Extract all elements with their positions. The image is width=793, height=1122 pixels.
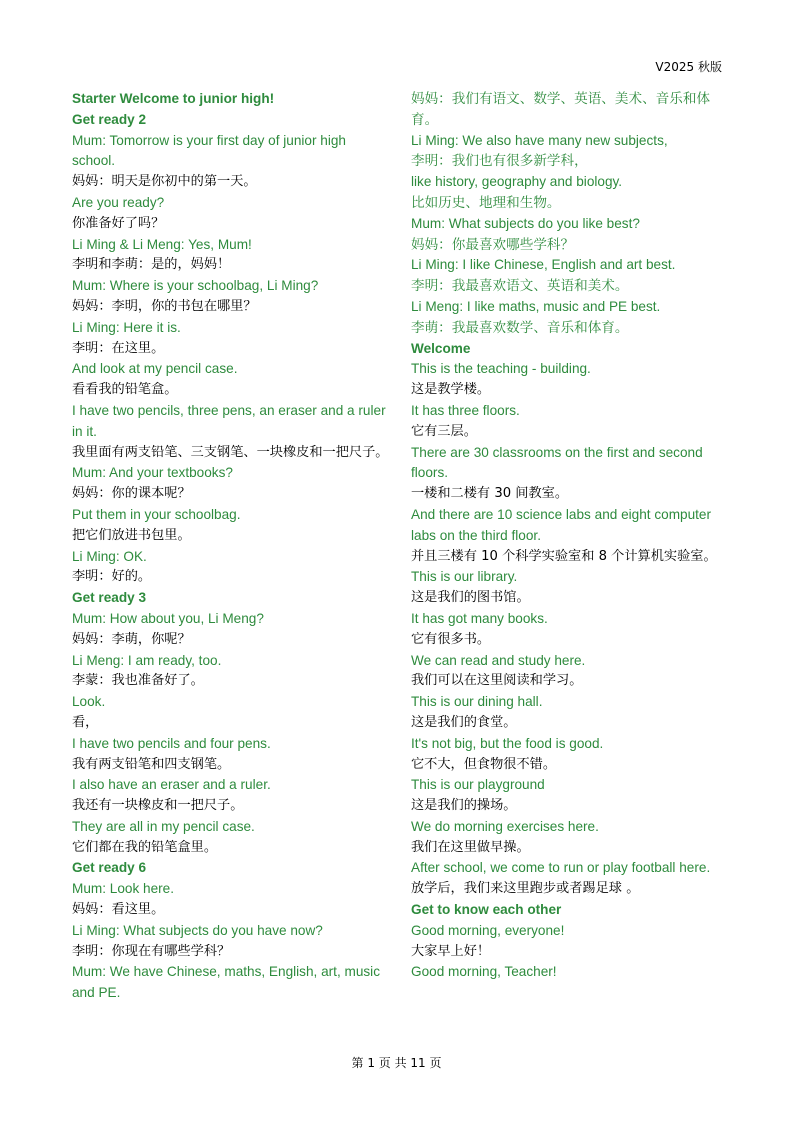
english-line: Li Ming: What subjects do you have now? [72, 922, 323, 938]
english-line: This is the teaching - building. [411, 361, 591, 377]
english-line: It's not big, but the food is good. [411, 735, 604, 751]
english-line: Mum: We have Chinese, maths, English, art, music and PE. [72, 964, 380, 1001]
english-line: Li Ming & Li Meng: Yes, Mum! [72, 236, 252, 252]
english-line: like history, geography and biology. [411, 174, 623, 190]
section-heading: Get ready 6 [72, 860, 147, 876]
english-line: Li Ming: OK. [72, 548, 147, 564]
chinese-line: 它们都在我的铅笔盒里。 [72, 839, 218, 855]
chinese-line: 大家早上好！ [411, 943, 491, 959]
chinese-line: 这是我们的操场。 [411, 798, 517, 814]
chinese-line: 妈妈：李萌，你呢？ [72, 631, 191, 647]
english-line: 李明：我最喜欢语文、英语和美术。 [411, 278, 629, 294]
english-line: Look. [72, 694, 106, 710]
chinese-line: 它有三层。 [411, 423, 477, 439]
english-line: Li Meng: I am ready, too. [72, 652, 222, 668]
chinese-line: 李蒙：我也准备好了。 [72, 673, 204, 689]
english-line: It has three floors. [411, 402, 520, 418]
english-line: And look at my pencil case. [72, 361, 238, 377]
english-line: This is our library. [411, 569, 518, 585]
english-line: Li Ming: We also have many new subjects, [411, 132, 668, 148]
section-heading: Welcome [411, 340, 471, 356]
english-line: Put them in your schoolbag. [72, 506, 241, 522]
english-line: It has got many books. [411, 610, 548, 626]
english-line: Mum: Look here. [72, 881, 174, 897]
english-line: 李明：我们也有很多新学科， [411, 153, 588, 169]
english-line: 李萌：我最喜欢数学、音乐和体育。 [411, 319, 629, 335]
chinese-line: 这是我们的食堂。 [411, 714, 517, 730]
english-line: Mum: What subjects do you like best? [411, 215, 640, 231]
english-line: We can read and study here. [411, 652, 586, 668]
english-line: 比如历史、地理和生物。 [411, 194, 561, 210]
chinese-line: 妈妈：明天是你初中的第一天。 [72, 174, 257, 190]
chinese-line: 我们在这里做早操。 [411, 839, 530, 855]
section-heading: Get to know each other [411, 902, 562, 918]
english-line: Mum: Tomorrow is your first day of junior high school. [72, 132, 346, 169]
english-line: And there are 10 science labs and eight computer labs on the third floor. [411, 506, 712, 543]
english-line: Li Ming: I like Chinese, English and art best. [411, 257, 676, 273]
english-line: Good morning, Teacher! [411, 964, 557, 980]
chinese-line: 妈妈：你的课本呢？ [72, 486, 191, 502]
chinese-line: 妈妈：李明，你的书包在哪里？ [72, 298, 257, 314]
chinese-line: 李明：在这里。 [72, 340, 165, 356]
english-line: Li Meng: I like maths, music and PE best. [411, 298, 661, 314]
chinese-line: 放学后，我们来这里跑步或者踢足球 。 [411, 881, 640, 897]
english-line: I have two pencils and four pens. [72, 735, 271, 751]
english-line: This is our dining hall. [411, 694, 543, 710]
english-line: There are 30 classrooms on the first and second floors. [411, 444, 703, 481]
chinese-line: 我有两支铅笔和四支钢笔。 [72, 756, 231, 772]
chinese-line: 看看我的铅笔盒。 [72, 382, 178, 398]
english-line: Are you ready? [72, 194, 165, 210]
chinese-line: 这是教学楼。 [411, 382, 491, 398]
chinese-line: 我还有一块橡皮和一把尺子。 [72, 798, 244, 814]
chinese-line: 它有很多书。 [411, 631, 491, 647]
chinese-line: 这是我们的图书馆。 [411, 590, 530, 606]
chinese-line: 你准备好了吗？ [72, 215, 165, 231]
chinese-line: 并且三楼有 10 个科学实验室和 8 个计算机实验室。 [411, 548, 717, 564]
english-line: 妈妈：你最喜欢哪些学科？ [411, 236, 575, 252]
chinese-line: 李明：好的。 [72, 569, 152, 585]
chinese-line: 我们可以在这里阅读和学习。 [411, 673, 583, 689]
english-line: This is our playground [411, 777, 545, 793]
chinese-line: 它不大，但食物很不错。 [411, 756, 557, 772]
chinese-line: 我里面有两支铅笔、三支钢笔、一块橡皮和一把尺子。 [72, 444, 389, 460]
page-number: 第 1 页 共 11 页 [351, 1056, 442, 1070]
chinese-line: 李明和李萌：是的，妈妈！ [72, 257, 231, 273]
left-column [72, 89, 392, 1004]
chinese-line: 看， [72, 714, 99, 730]
section-heading: Get ready 2 [72, 111, 147, 127]
chinese-line: 把它们放进书包里。 [72, 527, 191, 543]
english-line: I have two pencils, three pens, an eraser and a ruler in it. [72, 402, 386, 439]
english-line: Li Ming: Here it is. [72, 319, 181, 335]
version-label: V2025 秋版 [655, 60, 722, 74]
english-line: Mum: How about you, Li Meng? [72, 610, 264, 626]
english-line: 妈妈：我们有语文、数学、英语、美术、音乐和体育。 [411, 91, 711, 127]
english-line: After school, we come to run or play football here. [411, 860, 711, 876]
english-line: I also have an eraser and a ruler. [72, 777, 271, 793]
chinese-line: 妈妈：看这里。 [72, 902, 165, 918]
english-line: Good morning, everyone! [411, 922, 565, 938]
english-line: Mum: Where is your schoolbag, Li Ming? [72, 278, 319, 294]
chinese-line: 一楼和二楼有 30 间教室。 [411, 486, 569, 502]
english-line: They are all in my pencil case. [72, 818, 255, 834]
right-column [411, 89, 731, 983]
chinese-line: 李明：你现在有哪些学科？ [72, 943, 231, 959]
section-heading: Get ready 3 [72, 590, 147, 606]
english-line: Mum: And your textbooks? [72, 465, 233, 481]
section-heading: Starter Welcome to junior high! [72, 91, 275, 106]
english-line: We do morning exercises here. [411, 818, 599, 834]
